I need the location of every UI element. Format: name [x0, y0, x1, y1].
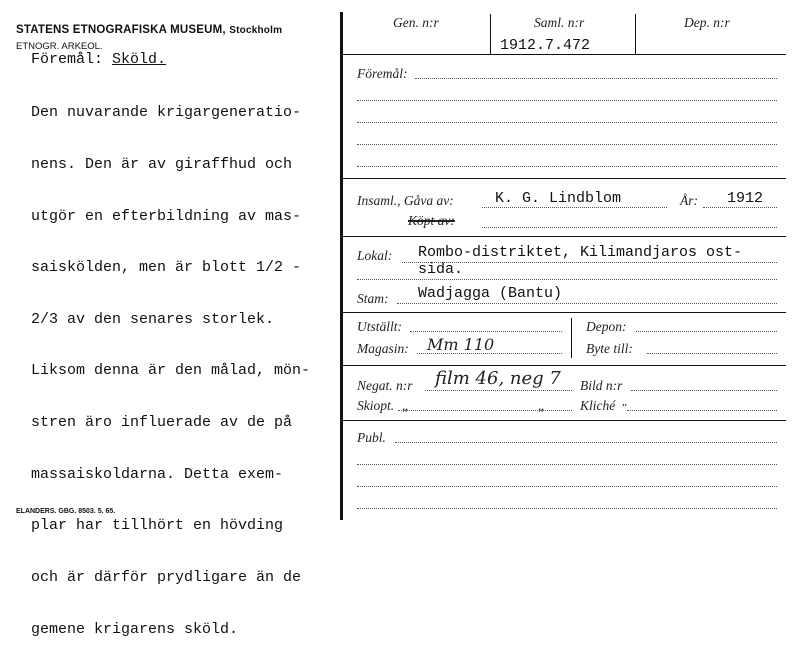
- gen-box-line: [490, 14, 491, 54]
- kliche-value: „: [622, 396, 627, 408]
- insaml-line: [482, 207, 667, 208]
- foremal-line: [357, 100, 777, 101]
- publ-line: [357, 486, 777, 487]
- skiopt-line: [398, 410, 572, 411]
- description-text: [31, 70, 310, 655]
- section-rule: [343, 312, 786, 313]
- lokal-value-2: sida.: [418, 261, 464, 278]
- saml-box-line: [635, 14, 636, 54]
- kliche-line: [627, 410, 777, 411]
- publ-line: [395, 442, 777, 443]
- stam-label: Stam:: [357, 291, 389, 306]
- bild-line: [631, 390, 777, 391]
- foremal-line: [357, 122, 777, 123]
- foremal-line: [357, 144, 777, 145]
- bild-label: Bild n:r: [580, 378, 623, 393]
- utstallt-line: [410, 331, 562, 332]
- saml-label: Saml. n:r: [534, 15, 585, 30]
- printer-line: ELANDERS. GBG. 8503. 5. 65.: [16, 508, 116, 515]
- text-line: 2/3 av den senares storlek.: [31, 310, 275, 328]
- foremal-line: [415, 78, 777, 79]
- saml-value: 1912.7.472: [500, 37, 591, 54]
- museum-city: Stockholm: [229, 25, 283, 36]
- header-rule: [343, 54, 786, 55]
- ar-line: [703, 207, 777, 208]
- foremal-label: Föremål:: [31, 51, 104, 68]
- negat-value: film 46, neg 7: [435, 368, 561, 389]
- section-rule: [343, 236, 786, 237]
- depon-divider: [571, 318, 572, 358]
- insaml-value: K. G. Lindblom: [495, 190, 622, 207]
- skiopt-value-1: „: [402, 398, 408, 413]
- text-line: gemene krigarens sköld.: [31, 620, 239, 638]
- lokal-value-1: Rombo-distriktet, Kilimandjaros ost-: [418, 244, 743, 261]
- magasin-value: Mm 110: [427, 335, 495, 354]
- depon-label: Depon:: [586, 319, 627, 334]
- gen-label: Gen. n:r: [393, 15, 439, 30]
- publ-label: Publ.: [357, 430, 386, 445]
- stam-value: Wadjagga (Bantu): [418, 285, 563, 302]
- negat-label: Negat. n:r: [357, 378, 413, 393]
- kliche-label: Kliché: [580, 398, 616, 413]
- struck-line: [482, 227, 777, 228]
- museum-name: STATENS ETNOGRAFISKA MUSEUM,: [16, 24, 226, 36]
- text-line: saiskölden, men är blott 1/2 -: [31, 259, 302, 277]
- skiopt-label: Skiopt.: [357, 398, 395, 413]
- byte-label: Byte till:: [586, 341, 633, 356]
- text-line: plar har tillhört en hövding: [31, 517, 284, 535]
- ar-value: 1912: [727, 190, 764, 207]
- lokal-line: [357, 279, 777, 280]
- stam-line: [397, 303, 777, 304]
- insaml-label: Insaml., Gåva av:: [357, 193, 454, 208]
- left-foremal: [31, 51, 166, 68]
- depon-line: [636, 331, 777, 332]
- negat-line: [425, 390, 572, 391]
- byte-line: [647, 353, 777, 354]
- section-rule: [343, 178, 786, 179]
- ar-label: År:: [680, 193, 698, 208]
- magasin-line: [417, 353, 562, 354]
- text-line: Den nuvarande krigargeneratio-: [31, 104, 302, 122]
- publ-line: [357, 464, 777, 465]
- text-line: utgör en efterbildning av mas-: [31, 207, 302, 225]
- magasin-label: Magasin:: [357, 341, 409, 356]
- section-rule: [343, 420, 786, 421]
- skiopt-value-2: „: [538, 398, 544, 413]
- subheader: ETNOGR. ARKEOL.: [16, 41, 103, 52]
- foremal-value: Sköld.: [112, 51, 167, 68]
- struck-label: Köpt av:: [408, 213, 455, 228]
- text-line: nens. Den är av giraffhud och: [31, 156, 293, 174]
- text-line: och är därför prydligare än de: [31, 568, 302, 586]
- lokal-label: Lokal:: [357, 248, 393, 263]
- publ-line: [357, 508, 777, 509]
- text-line: stren äro influerade av de på: [31, 414, 293, 432]
- foremal-line: [357, 166, 777, 167]
- section-rule: [343, 365, 786, 366]
- foremal-form-label: Föremål:: [357, 66, 408, 81]
- dep-label: Dep. n:r: [684, 15, 730, 30]
- card-divider: [340, 12, 343, 520]
- museum-header: [16, 24, 282, 36]
- utstallt-label: Utställt:: [357, 319, 403, 334]
- text-line: Liksom denna är den målad, mön-: [31, 362, 311, 380]
- text-line: massaiskoldarna. Detta exem-: [31, 465, 284, 483]
